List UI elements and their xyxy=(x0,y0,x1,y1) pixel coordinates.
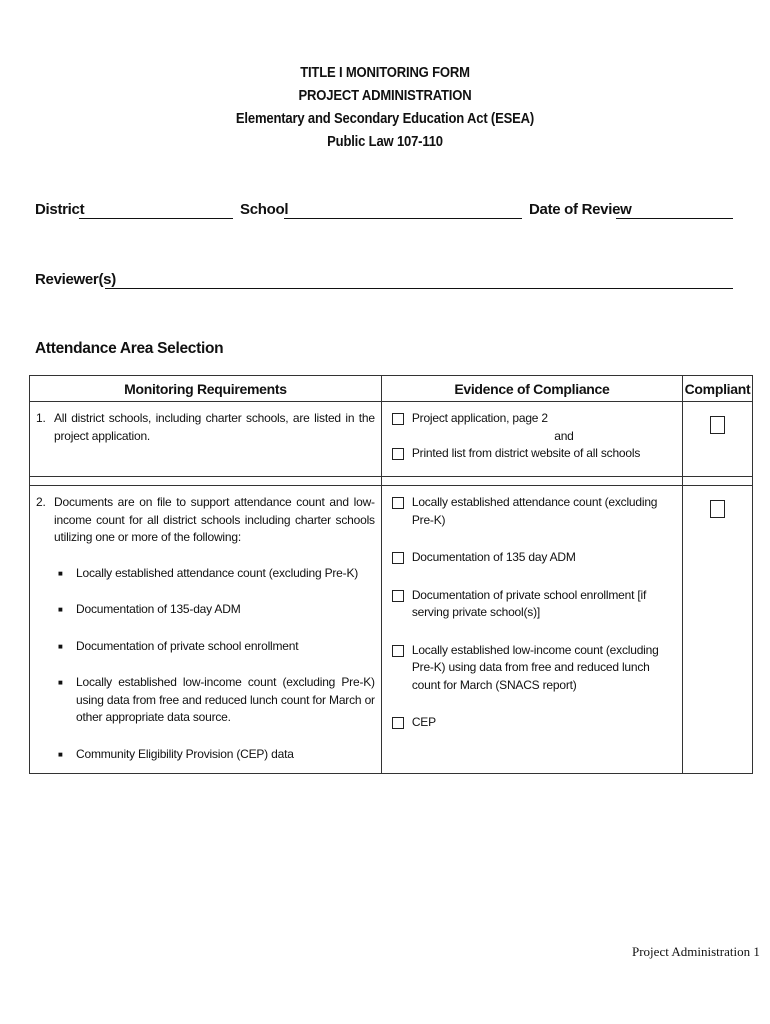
reviewers-field[interactable] xyxy=(105,288,733,289)
list-item xyxy=(58,674,375,727)
bullet-icon: ■ xyxy=(58,749,63,759)
table-header-row xyxy=(30,376,753,402)
spacer-cell xyxy=(381,477,682,486)
bullet-text: Community Eligibility Provision (CEP) data xyxy=(76,746,294,761)
checkbox-icon[interactable] xyxy=(392,552,404,564)
evidence-cell xyxy=(381,402,682,477)
requirement-text: Documents are on file to support attendance count and low-income count for all district schools including charter schools utilizing one or more of the following: xyxy=(54,495,375,544)
requirement-number: 2. xyxy=(36,495,46,509)
requirement-number: 1. xyxy=(36,411,46,425)
header-title: TITLE I MONITORING FORM xyxy=(300,65,470,81)
bullet-icon: ■ xyxy=(58,641,63,651)
bullet-icon: ■ xyxy=(58,605,63,614)
page-footer: Project Administration 1 xyxy=(632,944,760,959)
list-item xyxy=(58,638,375,656)
evidence-item: CEP xyxy=(411,715,436,729)
compliant-cell xyxy=(683,486,753,774)
table-spacer-row xyxy=(30,477,753,486)
evidence-item: Project application, page 2 xyxy=(411,411,548,425)
checkbox-icon[interactable] xyxy=(392,448,404,460)
evidence-item: Printed list from district website of all schools xyxy=(411,446,641,460)
evidence-connector: and xyxy=(554,428,574,443)
header-compliant: Compliant xyxy=(683,376,753,402)
date-of-review-field[interactable] xyxy=(616,218,733,219)
evidence-item: Locally established low-income count (excluding Pre-K) using data from free and reduced lunch count for March (SNACS report) xyxy=(411,642,659,692)
checkbox-icon[interactable] xyxy=(392,717,404,729)
district-label: District xyxy=(35,201,85,218)
header-act: Elementary and Secondary Education Act (ESEA) xyxy=(235,111,535,127)
compliant-cell xyxy=(683,402,753,477)
header-evidence-of-compliance: Evidence of Compliance xyxy=(381,376,682,402)
header-law: Public Law 107-110 xyxy=(327,134,443,150)
monitoring-table xyxy=(29,375,753,774)
requirement-cell xyxy=(30,486,382,774)
section-title: Attendance Area Selection xyxy=(35,340,224,357)
evidence-cell xyxy=(381,486,682,774)
review-fields xyxy=(0,0,770,300)
school-label: School xyxy=(240,201,289,218)
bullet-text: Documentation of private school enrollment xyxy=(76,638,299,653)
bullet-icon: ■ xyxy=(58,568,63,578)
spacer-cell xyxy=(683,477,753,486)
requirement-text: All district schools, including charter schools, are listed in the project application. xyxy=(54,411,375,443)
checkbox-icon[interactable] xyxy=(392,645,404,657)
requirement-bullet-list xyxy=(58,565,375,764)
bullet-icon: ■ xyxy=(58,678,63,687)
requirement-cell xyxy=(30,402,382,477)
bullet-text: Documentation of 135-day ADM xyxy=(76,602,241,616)
table-row xyxy=(30,402,753,477)
evidence-item: Locally established attendance count (excluding Pre-K) xyxy=(411,495,658,527)
header-subtitle: PROJECT ADMINISTRATION xyxy=(298,88,472,104)
table-row xyxy=(30,486,753,774)
checkbox-icon[interactable] xyxy=(392,413,404,425)
list-item xyxy=(58,746,375,764)
date-of-review-label: Date of Review xyxy=(529,201,632,218)
school-field[interactable] xyxy=(284,218,522,219)
header-monitoring-requirements: Monitoring Requirements xyxy=(30,376,382,402)
bullet-text: Locally established low-income count (excluding Pre-K) using data from free and reduced lunch count for March or other appropriate data source. xyxy=(76,675,375,724)
list-item xyxy=(58,601,375,619)
reviewers-label: Reviewer(s) xyxy=(35,271,116,288)
checkbox-icon[interactable] xyxy=(392,590,404,602)
compliant-checkbox-icon[interactable] xyxy=(710,416,725,434)
bullet-text: Locally established attendance count (excluding Pre-K) xyxy=(76,565,359,580)
district-field[interactable] xyxy=(79,218,233,219)
list-item xyxy=(58,565,375,583)
evidence-item: Documentation of private school enrollment [if serving private school(s)] xyxy=(411,587,647,619)
checkbox-icon[interactable] xyxy=(392,497,404,509)
compliant-checkbox-icon[interactable] xyxy=(710,500,725,518)
spacer-cell xyxy=(30,477,382,486)
evidence-item: Documentation of 135 day ADM xyxy=(411,550,576,564)
